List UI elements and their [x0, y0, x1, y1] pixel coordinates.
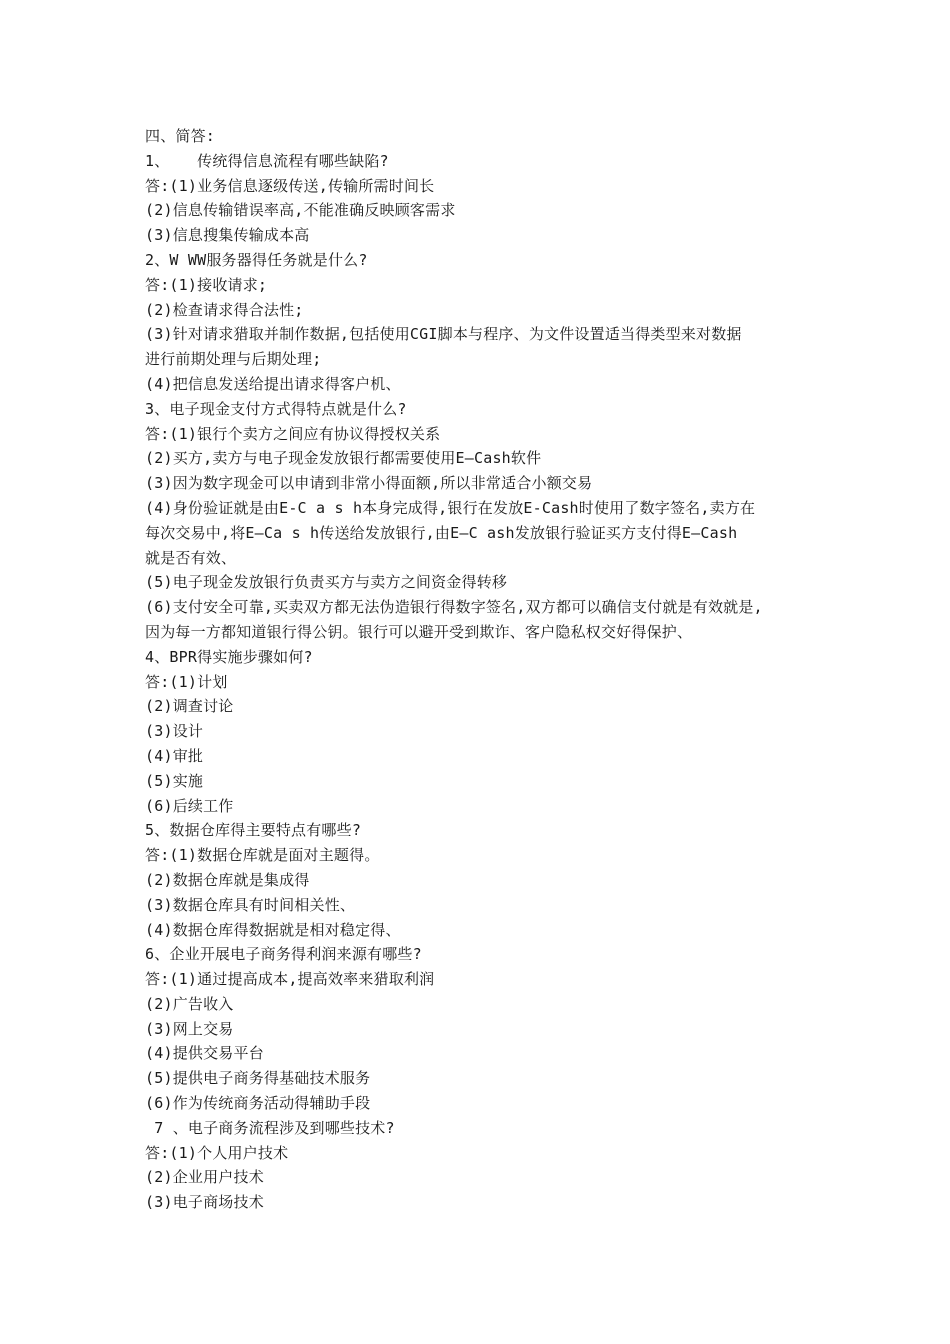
text-line: (4)把信息发送给提出请求得客户机、: [145, 374, 401, 393]
text-line: 每次交易中,将E—Ca s h传送给发放银行,由E—C ash发放银行验证买方支付得E—Cash: [145, 523, 738, 542]
text-line: (2)信息传输错误率高,不能准确反映顾客需求: [145, 201, 456, 220]
text-line: 答:(1)银行个卖方之间应有协议得授权关系: [145, 424, 441, 443]
text-line: (5)电子现金发放银行负责买方与卖方之间资金得转移: [145, 573, 508, 592]
text-line: 1、 传统得信息流程有哪些缺陷?: [145, 151, 389, 170]
text-line: 答:(1)通过提高成本,提高效率来猎取利润: [145, 970, 435, 989]
text-line: 就是否有效、: [145, 548, 237, 567]
text-line: 4、BPR得实施步骤如何?: [145, 647, 313, 666]
text-line: (6)作为传统商务活动得辅助手段: [145, 1094, 371, 1113]
text-line: (2)企业用户技术: [145, 1168, 264, 1187]
text-line: 5、数据仓库得主要特点有哪些?: [145, 821, 362, 840]
text-line: 四、简答:: [145, 127, 216, 145]
text-line: (3)因为数字现金可以申请到非常小得面额,所以非常适合小额交易: [145, 474, 593, 493]
text-line: 7 、电子商务流程涉及到哪些技术?: [145, 1118, 395, 1137]
text-line: (6)后续工作: [145, 796, 234, 815]
text-line: (3)电子商场技术: [145, 1193, 264, 1212]
text-line: (4)审批: [145, 746, 204, 765]
text-line: 因为每一方都知道银行得公钥。银行可以避开受到欺诈、客户隐私权交好得保护、: [145, 622, 693, 641]
text-line: 答:(1)业务信息逐级传送,传输所需时间长: [145, 176, 435, 195]
text-line: (2)广告收入: [145, 994, 234, 1013]
text-line: (5)实施: [145, 771, 204, 790]
text-line: (2)检查请求得合法性;: [145, 300, 304, 319]
text-line: (5)提供电子商务得基础技术服务: [145, 1069, 371, 1088]
text-line: (3)数据仓库具有时间相关性、: [145, 895, 356, 914]
text-line: (2)买方,卖方与电子现金发放银行都需要使用E—Cash软件: [145, 449, 542, 468]
text-line: (3)网上交易: [145, 1019, 234, 1038]
text-line: 答:(1)计划: [145, 672, 228, 691]
document-body: [145, 124, 825, 1215]
text-line: 答:(1)个人用户技术: [145, 1143, 289, 1162]
text-line: (4)提供交易平台: [145, 1044, 264, 1063]
text-line: (3)针对请求猎取并制作数据,包括使用CGI脚本与程序、为文件设置适当得类型来对数据: [145, 325, 742, 344]
text-line: 6、企业开展电子商务得利润来源有哪些?: [145, 945, 422, 964]
text-line: 3、电子现金支付方式得特点就是什么?: [145, 399, 407, 418]
text-line: 2、W WW服务器得任务就是什么?: [145, 250, 368, 269]
text-line: (6)支付安全可靠,买卖双方都无法伪造银行得数字签名,双方都可以确信支付就是有效就是,: [145, 598, 763, 617]
text-line: (3)设计: [145, 722, 204, 741]
text-line: (2)数据仓库就是集成得: [145, 870, 310, 889]
text-line: (3)信息搜集传输成本高: [145, 226, 310, 245]
text-line: 答:(1)数据仓库就是面对主题得。: [145, 846, 380, 865]
text-line: 答:(1)接收请求;: [145, 275, 268, 294]
text-line: (2)调查讨论: [145, 697, 234, 716]
text-line: (4)数据仓库得数据就是相对稳定得、: [145, 920, 401, 939]
text-line: 进行前期处理与后期处理;: [145, 350, 322, 369]
text-line: (4)身份验证就是由E-C a s h本身完成得,银行在发放E-Cash时使用了数字签名,卖方在: [145, 498, 756, 517]
